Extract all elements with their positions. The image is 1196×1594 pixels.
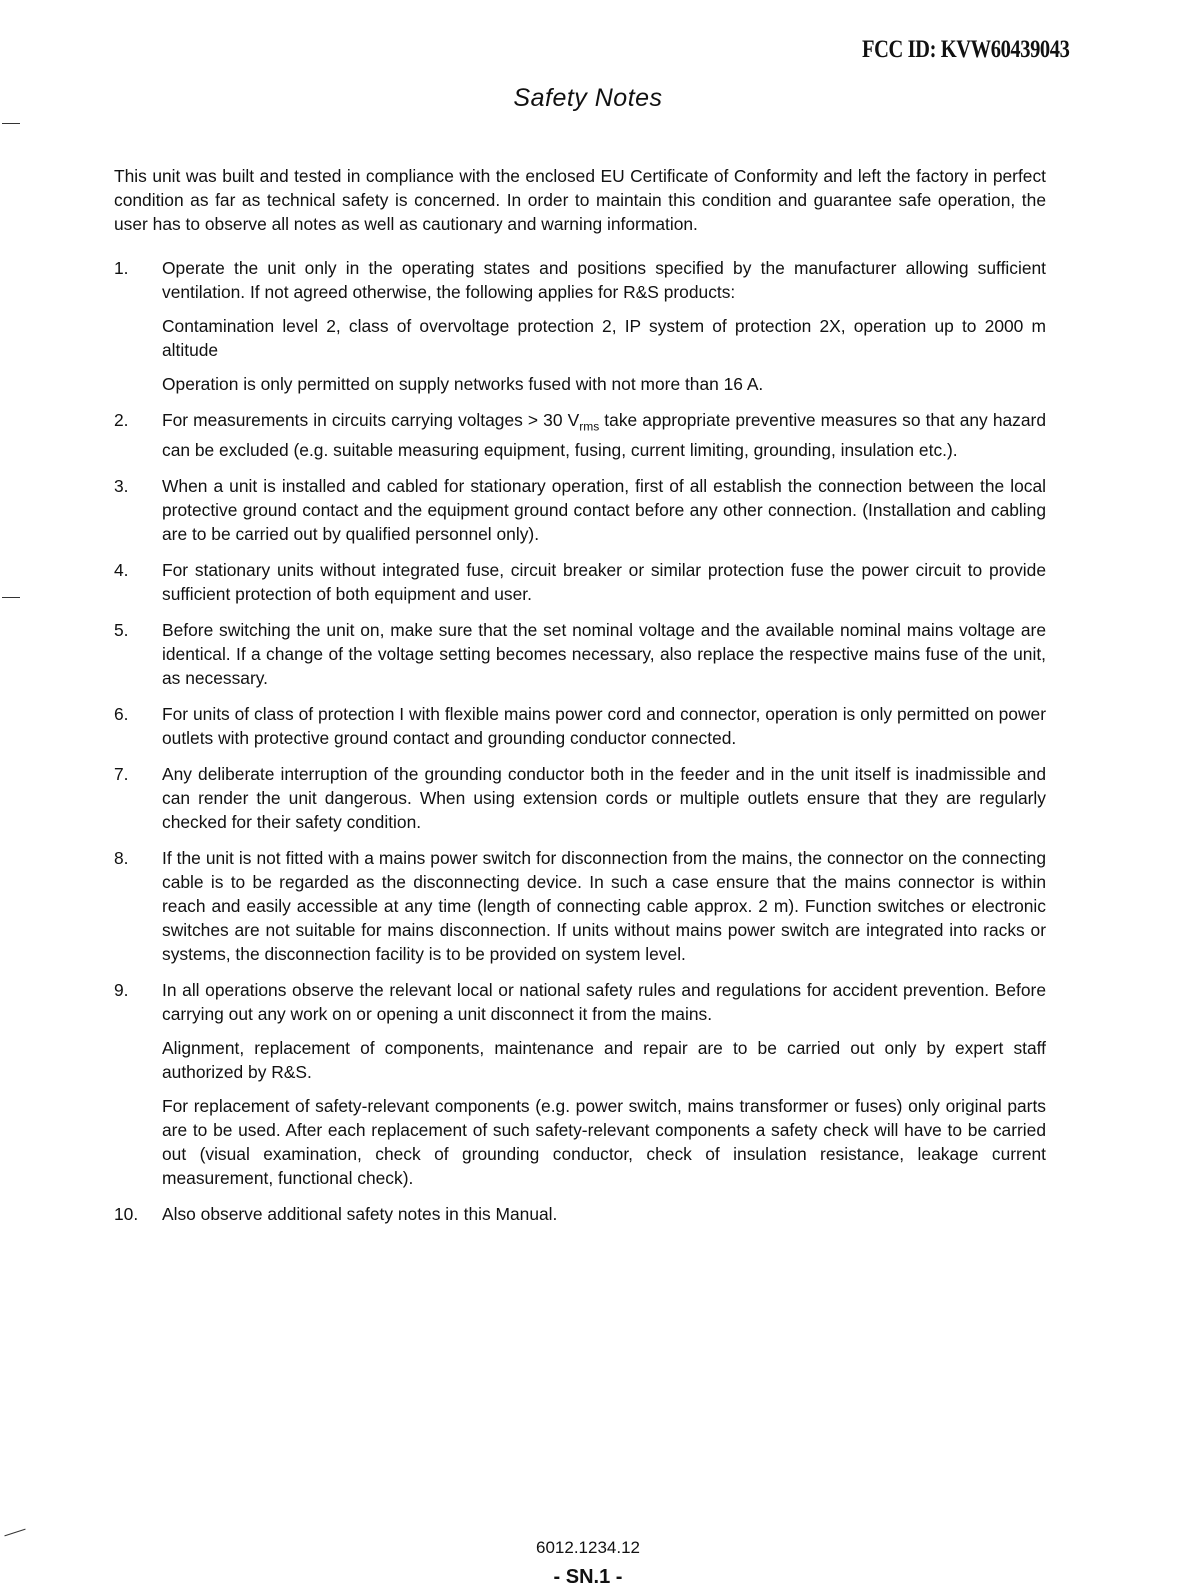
intro-paragraph: This unit was built and tested in compliance with the enclosed EU Certificate of Conformity and left the factory in perfect condition as far as technical safety is concerned. In order to maintain this condition and guarantee safe operation, the user has to observe all notes as well as cautionary and warning information. bbox=[114, 166, 1046, 234]
list-item-1 bbox=[114, 256, 1046, 396]
item-paragraph: When a unit is installed and cabled for stationary operation, first of all establish the connection between the local protective ground contact and the equipment ground contact before any other connection. (Installation and cabling are to be carried out by qualified personnel only). bbox=[162, 476, 1046, 545]
scan-mark-3 bbox=[4, 1529, 25, 1537]
list-item-7 bbox=[114, 762, 1046, 834]
item-paragraph: In all operations observe the relevant local or national safety rules and regulations for accident prevention. Before carrying out any work on or opening a unit disconnect it from the mains. bbox=[162, 980, 1046, 1025]
item-paragraph: For units of class of protection I with flexible mains power cord and connector, operation is only permitted on power outlets with protective ground contact and grounding conductor connected. bbox=[162, 704, 1046, 749]
item-paragraph: Alignment, replacement of components, maintenance and repair are to be carried out only by expert staff authorized by R&S. bbox=[162, 1038, 1046, 1083]
item-number: 8. bbox=[114, 848, 129, 869]
page-number: - SN.1 - bbox=[553, 1566, 623, 1588]
rms-subscript: rms bbox=[579, 419, 600, 434]
item-paragraph: For replacement of safety-relevant components (e.g. power switch, mains transformer or fuses) only original parts are to be used. After each replacement of such safety-relevant components a safety check will have to be carried out (visual examination, check of grounding conductor, check of insulation resistance, leakage current measurement, functional check). bbox=[162, 1096, 1046, 1189]
item-number: 2. bbox=[114, 410, 129, 430]
item-number: 5. bbox=[114, 620, 129, 641]
item-paragraph: If the unit is not fitted with a mains power switch for disconnection from the mains, the connector on the connecting cable is to be regarded as the disconnecting device. In such a case ensure that the mains connector is within reach and easily accessible at any time (length of connecting cable approx. 2 m). Function switches or electronic switches are not suitable for mains disconnection. If units without mains power switch are integrated into racks or systems, the disconnection facility is to be provided on system level. bbox=[162, 848, 1046, 965]
list-item-3 bbox=[114, 474, 1046, 546]
item-paragraph bbox=[162, 408, 1046, 462]
item-number: 10. bbox=[114, 1204, 139, 1225]
page-title: Safety Notes bbox=[513, 84, 663, 112]
item-paragraph: Contamination level 2, class of overvoltage protection 2, IP system of protection 2X, operation up to 2000 m altitude bbox=[162, 316, 1046, 360]
list-item-9 bbox=[114, 978, 1046, 1190]
document-body bbox=[114, 164, 1046, 1238]
item-number: 9. bbox=[114, 980, 129, 1001]
item-text-part-1: For measurements in circuits carrying voltages > 30 V bbox=[162, 410, 580, 430]
item-number: 6. bbox=[114, 704, 129, 725]
list-item-2 bbox=[114, 408, 1046, 462]
document-code: 6012.1234.12 bbox=[536, 1538, 640, 1557]
item-paragraph: Operate the unit only in the operating states and positions specified by the manufacturer allowing sufficient ventilation. If not agreed otherwise, the following applies for R&S products: bbox=[162, 258, 1046, 302]
list-item-6 bbox=[114, 702, 1046, 750]
item-paragraph: Before switching the unit on, make sure that the set nominal voltage and the available nominal mains voltage are identical. If a change of the voltage setting becomes necessary, also replace the respective mains fuse of the unit, as necessary. bbox=[162, 620, 1046, 689]
list-item-4 bbox=[114, 558, 1046, 606]
list-item-8 bbox=[114, 846, 1046, 966]
item-paragraph: Also observe additional safety notes in this Manual. bbox=[162, 1204, 558, 1225]
item-paragraph: Any deliberate interruption of the grounding conductor both in the feeder and in the unit itself is inadmissible and can render the unit dangerous. When using extension cords or multiple outlets ensure that they are regularly checked for their safety condition. bbox=[162, 764, 1046, 833]
item-paragraph: Operation is only permitted on supply networks fused with not more than 16 A. bbox=[162, 374, 764, 394]
item-number: 4. bbox=[114, 560, 129, 581]
item-number: 7. bbox=[114, 764, 129, 785]
list-item-5 bbox=[114, 618, 1046, 690]
list-item-10 bbox=[114, 1202, 1046, 1226]
fcc-id: FCC ID: KVW60439043 bbox=[862, 36, 1070, 63]
scan-mark-2 bbox=[2, 597, 20, 598]
item-number: 1. bbox=[114, 258, 129, 278]
item-number: 3. bbox=[114, 476, 129, 497]
scan-mark-1 bbox=[2, 123, 20, 124]
item-paragraph: For stationary units without integrated fuse, circuit breaker or similar protection fuse the power circuit to provide sufficient protection of both equipment and user. bbox=[162, 560, 1046, 605]
item-text-part-2: take appropriate preventive measures so that any hazard can be excluded (e.g. suitable measuring equipment, fusing, current limiting, grounding, insulation etc.). bbox=[162, 410, 1046, 461]
